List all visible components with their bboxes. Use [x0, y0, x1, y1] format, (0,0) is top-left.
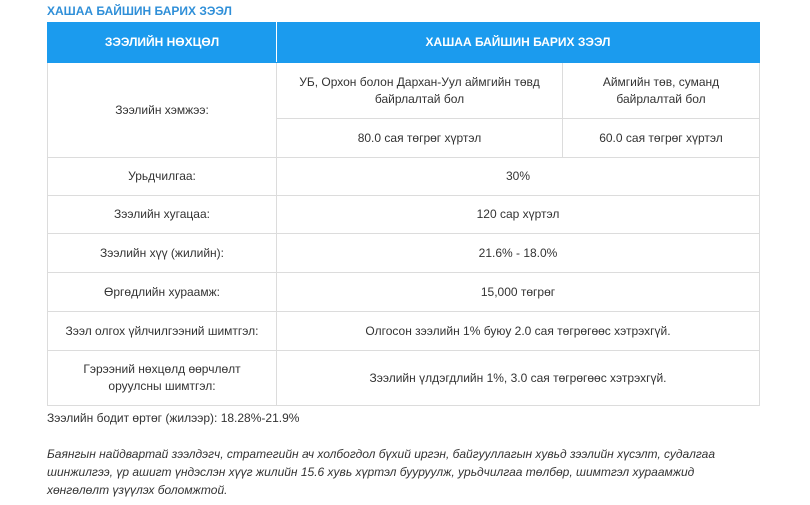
row-label: Зээлийн хугацаа: [48, 196, 277, 234]
table-row [48, 196, 760, 234]
row-value: 15,000 төгрөг [277, 273, 760, 312]
row-label: Зээл олгох үйлчилгээний шимтгэл: [48, 312, 277, 351]
table-row [48, 312, 760, 351]
row-value: 30% [277, 158, 760, 196]
table-row [48, 351, 760, 406]
amount-limit-a: 80.0 сая төгрөг хүртэл [277, 119, 563, 158]
loan-terms-table [47, 22, 760, 406]
row-value: Зээлийн үлдэгдлийн 1%, 3.0 сая төгрөгөөс хэтрэхгүй. [277, 351, 760, 406]
table-row [48, 63, 760, 119]
row-value: 120 сар хүртэл [277, 196, 760, 234]
table-row [48, 158, 760, 196]
description-paragraph: Баянгын найдвартай зээлдэгч, стратегийн ач холбогдол бүхий иргэн, байгууллагын хувьд зээлийн хүсэлт, судалгаа шинжилгээ, үр ашигт үндэслэн хүүг жилийн 15.6 хувь хүртэл бууруулж, урьдчилгаа төлбөр, шимтгэл хураамжид хөнгөлөлт үзүүлэх боломжтой. [47, 447, 715, 497]
effective-rate-note: Зээлийн бодит өртөг (жилээр): 18.28%-21.9% [47, 411, 300, 425]
table-row [48, 273, 760, 312]
section-title: ХАШАА БАЙШИН БАРИХ ЗЭЭЛ [47, 4, 232, 18]
header-conditions: ЗЭЭЛИЙН НӨХЦӨЛ [48, 23, 277, 63]
table-row [48, 234, 760, 273]
row-label: Урьдчилгаа: [48, 158, 277, 196]
row-value: Олгосон зээлийн 1% буюу 2.0 сая төгрөгөөс хэтрэхгүй. [277, 312, 760, 351]
amount-label: Зээлийн хэмжээ: [48, 63, 277, 158]
row-label: Гэрээний нөхцөлд өөрчлөлт оруулсны шимтгэл: [48, 351, 277, 406]
amount-region-a: УБ, Орхон болон Дархан-Уул аймгийн төвд байрлалтай бол [277, 63, 563, 119]
row-label: Өргөдлийн хураамж: [48, 273, 277, 312]
row-label: Зээлийн хүү (жилийн): [48, 234, 277, 273]
row-value: 21.6% - 18.0% [277, 234, 760, 273]
amount-region-b: Аймгийн төв, суманд байрлалтай бол [563, 63, 760, 119]
amount-limit-b: 60.0 сая төгрөг хүртэл [563, 119, 760, 158]
table-header-row [48, 23, 760, 63]
header-loan-name: ХАШАА БАЙШИН БАРИХ ЗЭЭЛ [277, 23, 760, 63]
